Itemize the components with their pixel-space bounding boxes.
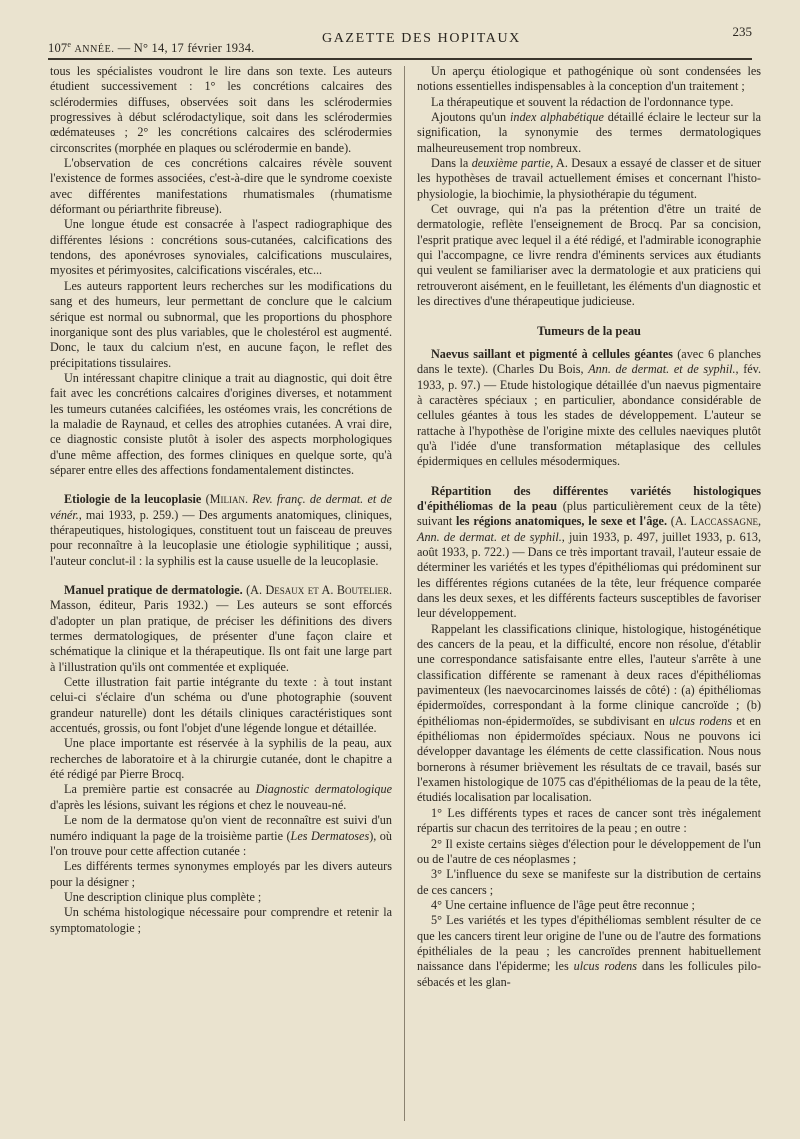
year-word: ANNÉE. — [74, 44, 115, 56]
article-body: mai 1933, p. 259.) — Des arguments anatomiques, cliniques, thérapeutiques, histologiques, constituent tout un faisceau de preuves pour reconnaître à la leucoplasie une étiologie syphilitique ; aussi, l'auteur conclut-il : la syphilis est la cause usuelle de la leucoplasie. — [50, 507, 393, 568]
article-journal: Rev. franç. de dermat. et de vénér., — [50, 492, 393, 522]
paragraph: Les auteurs rapportent leurs recherches sur les modifications du sang et des humeurs, leur permettant de conclure que le calcium sérique est normal ou subnormal, que les proportions du phosphore inorganique sont des plus variables, que le cholestérol est augmenté. Donc, le taux du calcium n'est, en aucune façon, le reflet des précipitations tissulaires. — [50, 278, 392, 370]
paragraph: Une longue étude est consacrée à l'aspect radiographique des différentes lésions : concrétions sous-cutanées, calcifications des tendons, des aponévroses synoviales, calcifications musculaires, myosites et périmyosites, calcifications viscérales, etc... — [50, 217, 392, 278]
paragraph: tous les spécialistes voudront le lire dans son texte. Les auteurs étudient successivement : 1° les concrétions calcaires des sclérodermies diffuses, observées soit dans les sclérodermies progressives à début sclérodactylique, soit dans les sclérodermies œdémateuses ; 2° les concrétions calcaires des sclérodermies circonscrites (morphée en plaques ou sclérodermie en bande). — [50, 64, 392, 155]
paragraph — [417, 110, 761, 156]
list-item: 3° L'influence du sexe se manifeste sur la distribution de certains de ces cancers ; — [417, 867, 761, 897]
paragraph — [417, 622, 761, 806]
text: d'après les lésions, suivant les régions et chez le nouveau-né. — [50, 797, 347, 812]
paragraph — [50, 813, 392, 859]
bold-text: les régions anatomiques, le sexe et l'âge. — [456, 514, 667, 529]
text: Le nom de la dermatose qu'on vient de reconnaître est suivi d'un numéro indiquant la page de la troisième partie ( — [50, 813, 392, 843]
italic-text: ulcus rodens — [669, 713, 733, 728]
text: Rappelant les classifications clinique, histologique, histogénétique des cancers de la peau, et la difficulté, encore non résolue, d'établir une correspondance satisfaisante entre elles, l'auteur s'arrête à une classification différente se ramenant à deux races d'épithéliomas pavimenteux (les naevocarcinomes laissés de côté) : (a) épithéliomas épidermoïdes, correspondant à la forme clinique cancroïde ; (b) épithéliomas non-épidermoïdes, se subdivisant en — [417, 621, 761, 728]
article-body: fév. 1933, p. 97.) — Etude histologique détaillée d'un naevus pigmentaire à caractères spéciaux ; en particulier, abondance considérable de cellules géantes à tous les stades de développement. L'auteur se rattache à l'hypothèse de l'origine mixte des cellules naeviques plutôt qu'à l'idée d'une transformation métaplasique des cellules épidermiques en cellules mésodermiques. — [417, 362, 762, 469]
journal-title: GAZETTE DES HOPITAUX — [322, 31, 521, 46]
text: A. Desaux a essayé de classer et de situer les hypothèses de travail actuellement émises et concernant l'histo-physiologie, la biochimie, la physiothérapie du tégument. — [417, 156, 762, 201]
article-authors: (A. Desaux et A. Boutelier. — [246, 583, 393, 597]
issue-number-date: — N° 14, 17 février 1934. — [117, 41, 255, 56]
article-body: Masson, éditeur, Paris 1932.) — Les auteurs se sont efforcés d'adopter un plan pratique, de préciser les définitions des divers termes dermatologiques, de présenter d'une façon claire et schématique la clinique et la thérapeutique. Ils ont fait une large part à l'illustration qu'ils ont commentée et expliquée. — [50, 598, 392, 674]
text: détaillé éclaire le lecteur sur la signification, la synonymie des termes dermatologiques malheureusement trop nombreux. — [417, 110, 761, 155]
paragraph: Une description clinique plus complète ; — [64, 889, 262, 904]
paragraph: Un intéressant chapitre clinique a trait au diagnostic, qui doit être fait avec les concrétions calcaires d'origines diverses, et notamment les tumeurs cutanées calcifiées, les ostéomes vrais, les concrétions de la maladie de Raynaud, et celles des atrophies cutanées. A vrai dire, ce diagnostic consiste plutôt à isoler des aspects morphologiques d'une même affection, des formes cliniques en quelque sorte, qu'à séparer entre elles des affections fondamentalement distinctes. — [50, 370, 392, 477]
italic-text: Diagnostic dermatologique — [255, 782, 392, 797]
list-item: 4° Une certaine influence de l'âge peut être reconnue ; — [431, 897, 695, 912]
paragraph — [417, 156, 761, 202]
article-title: Manuel pratique de dermatologie. — [64, 583, 243, 597]
text: Ajoutons qu'un — [431, 110, 507, 125]
paragraph: La thérapeutique et souvent la rédaction de l'ordonnance type. — [431, 94, 734, 109]
year-suffix: e — [67, 40, 72, 49]
paragraph: Une place importante est réservée à la syphilis de la peau, aux recherches de laboratoire et à la chirurgie cutanée, dont le chapitre a été rédigé par Pierre Brocq. — [50, 736, 392, 782]
paragraph: Cette illustration fait partie intégrante du texte : à tout instant celui-ci s'éclaire d'un schéma ou d'une photographie (souvent grandeur naturelle) dont les détails cliniques caractéristiques sont accentués, grossis, ou font l'objet d'une légende longue et détaillée. — [50, 675, 392, 736]
italic-text: Les Dermatoses — [290, 828, 370, 843]
text: (plus particulièrement ceux de la tête) suivant — [417, 498, 762, 529]
text: et en épithéliomas non épidermoïdes spéciaux. Nous ne pouvons ici développer davantage les éléments de cette classification. Nous nous bornerons à résumer brièvement les résultats de ce travail, basés sur l'examen histologique de 1075 cas d'épithéliomas de la peau de la tête, étudiés localisation par localisation. — [417, 713, 761, 805]
list-item: 2° Il existe certains sièges d'élection pour le développement de l'un ou de l'autre de ces néoplasmes ; — [417, 836, 761, 866]
header-rule — [48, 58, 752, 60]
issue-line — [48, 40, 254, 56]
italic-text: deuxième partie, — [471, 156, 554, 171]
list-item — [417, 913, 761, 990]
text: (avec 6 planches dans le texte). (Charles Du Bois, — [417, 346, 761, 377]
article-body: juin 1933, p. 497, juillet 1933, p. 613, août 1933, p. 722.) — Dans ce très important travail, l'auteur essaie de déterminer les variétés et les types d'épithéliomas qui prédominent sur les différentes régions cutanées de la tête, leur fréquence comparée dans les deux sexes, et les différents facteurs susceptibles de favoriser leur développement. — [417, 529, 761, 621]
section-title: Tumeurs de la peau — [537, 323, 641, 338]
page-header — [48, 24, 752, 54]
article-title: Répartition des différentes variétés histologiques d'épithéliomas de la peau — [417, 483, 761, 513]
article-repartition — [417, 484, 761, 622]
italic-text: index alphabétique — [509, 110, 604, 125]
left-column — [50, 64, 392, 936]
paragraph: Cet ouvrage, qui n'a pas la prétention d'être un traité de dermatologie, reflète l'enseignement de Brocq. Par sa concision, l'esprit pratique avec lequel il a été rédigé, et l'admirable iconographie qui l'accompagne, ce livre rendra d'éminents services aux étudiants qui veulent se familiariser avec la dermatologie et aux praticiens qui retrouveront aisément, en le feuilletant, les éléments d'un diagnostic et les directives d'une thérapeutique judicieuse. — [417, 202, 761, 309]
paragraph — [50, 782, 392, 813]
year-number: 107 — [48, 41, 68, 56]
text: 5° Les variétés et les types d'épithéliomas semblent résulter de ce que les cancers tirent leur origine de l'une ou de l'autre des formations épithéliales de la peau ; les cancroïdes prennent habituellement naissance dans l'épiderme; les — [417, 913, 761, 974]
column-divider — [404, 66, 405, 1121]
text: dans les follicules pilo-sébacés et les glan- — [417, 959, 762, 989]
article-author: (A. Laccassagne, — [670, 514, 762, 529]
italic-text: ulcus rodens — [573, 959, 638, 974]
article-author: (Milian. — [205, 492, 248, 507]
article-title: Etiologie de la leucoplasie — [64, 492, 202, 507]
article-title: Naevus saillant et pigmenté à cellules géantes — [431, 346, 673, 361]
page-number: 235 — [732, 24, 752, 39]
paragraph: Un schéma histologique nécessaire pour comprendre et retenir la symptomatologie ; — [50, 905, 392, 935]
text: ), où l'on trouve pour cette affection cutanée : — [50, 828, 392, 858]
paragraph: L'observation de ces concrétions calcaires révèle souvent l'existence de formes associées, c'est-à-dire que le syndrome coexiste avec différentes manifestations rhumatismales (rhumatisme déformant ou périarthrite fibreuse). — [50, 156, 392, 217]
list-item: 1° Les différents types et races de cancer sont très inégalement répartis sur chacun des territoires de la peau ; en outre : — [417, 805, 761, 836]
paragraph: Les différents termes synonymes employés par les divers auteurs pour la désigner ; — [50, 859, 392, 889]
paragraph: Un aperçu étiologique et pathogénique où sont condensées les notions essentielles indispensables à la conception d'un traitement ; — [417, 64, 761, 94]
article-leucoplasie — [50, 492, 392, 569]
right-column — [417, 64, 761, 990]
article-manuel — [50, 583, 392, 675]
text: Dans la — [431, 156, 469, 171]
article-journal: Ann. de dermat. et de syphil., — [417, 529, 565, 544]
article-naevus — [417, 347, 761, 470]
text: La première partie est consacrée au — [64, 782, 250, 797]
article-journal: Ann. de dermat. et de syphil., — [588, 362, 739, 377]
